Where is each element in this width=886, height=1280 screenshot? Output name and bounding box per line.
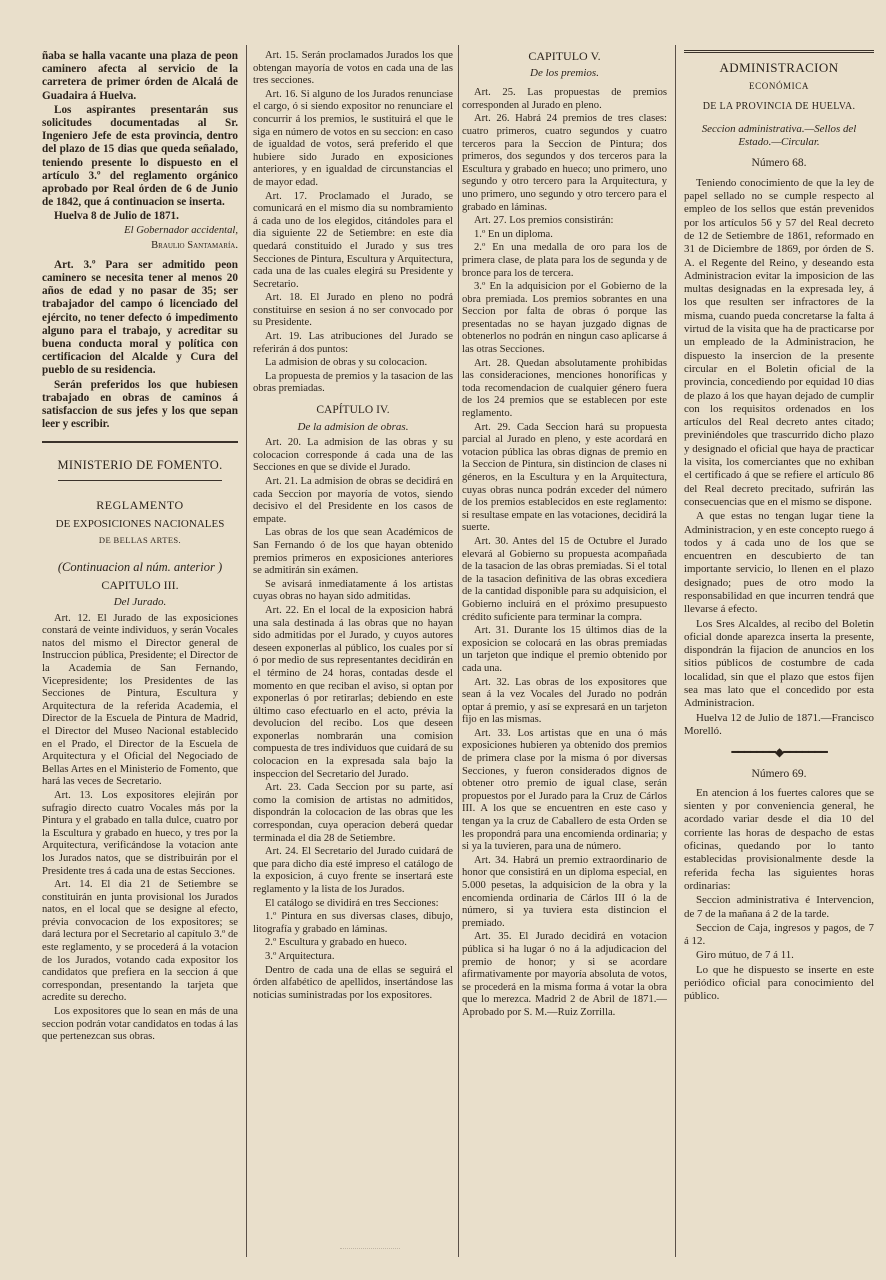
column-1 bbox=[42, 50, 238, 1275]
article-32: Art. 32. Las obras de los expositores que sean á la vez Vocales del Jurado no podrán optar á premio, y así se expresará en un tarjeton fijo en las mismas. bbox=[462, 676, 667, 726]
chapter-heading: CAPITULO III. bbox=[101, 578, 179, 593]
article-28: Art. 28. Quedan absolutamente prohibidas las consideraciones, menciones honoríficas y toda recomendacion de cualquier género fuera de los 24 premios que se establecen por este reglamento. bbox=[462, 357, 667, 420]
section-heading: Del Jurado. bbox=[113, 596, 167, 609]
date-signature: Huelva 12 de Julio de 1871.—Francisco Morelló. bbox=[684, 711, 874, 737]
paragraph: Giro mútuo, de 7 á 11. bbox=[696, 949, 794, 962]
article-25: Art. 25. Las propuestas de premios corresponden al Jurado en pleno. bbox=[462, 87, 667, 111]
page-footer-mark bbox=[340, 1248, 400, 1257]
column-rule bbox=[675, 45, 676, 1257]
article-26: Art. 26. Habrá 24 premios de tres clases: cuatro primeros, cuatro segundos y cuatro terceros para la Seccion de Pintura; dos primeros, dos segundos y dos terceros para la Escultura y grabado en hueco; uno primero, uno segundo y otro tercero para la Arquitectura, y uno primero, uno segundo y otro tercero para el grabado en láminas. bbox=[462, 113, 667, 213]
article-17: Art. 17. Proclamado el Jurado, se comunicará en el mismo dia su nombramiento á cada uno de los elegidos, citándoles para el dia siguiente 22 de Setiembre: en este dia quedará constituido el Jurado y sus tres Secciones de Pintura, Escultura y Arquitectura, cada una de las cuales elegirá su Presidente y Secretario. bbox=[253, 190, 453, 290]
column-3 bbox=[462, 50, 667, 1275]
circular-body: Teniendo conocimiento de que la ley de papel sellado no se cumple respecto al empleo de los sellos que están prevenidos por los artículos 56 y 57 del Real decreto de 12 de Setiembre de 1861, reformado en 31 de Diciembre de 1869, por órden de S. A. el Regente del Reino, y deseando esta Administracion evitar la imposicion de las multas designadas en la expresada ley, á los que resulten ser infractores de la misma, cuando pueda concretarse la falta á virtud de la visita que ha de practicarse por un empleado de la Administracion, he dispuesto la insercion de la presente circular en el Boletin oficial de la provincia, concediendo por equidad 10 dias de plazo á los que hayan dejado de cumplir con los requisitos ordenados en los artículos del Real decreto antes citado; previniéndoles que trascurrido dicho plazo y designado el oficial que haya de practicar la visita, los comerciantes que no exhiban el certificado á que se refiere el artículo 86 del Real decreto precitado, sufrirán las consecuencias que en el mismo se dispone. bbox=[684, 176, 874, 508]
list-item: 3.º Arquitectura. bbox=[265, 950, 335, 962]
paragraph: Seccion de Caja, ingresos y pagos, de 7 á 12. bbox=[684, 921, 874, 948]
admin-subheading-2: DE LA PROVINCIA DE HUELVA. bbox=[702, 100, 856, 112]
admin-subheading: ECONÓMICA bbox=[749, 81, 809, 92]
vacancy-notice: ñaba se halla vacante una plaza de peon caminero afecta al servicio de la carretera de primer órden de Alcalá de Guadaira á Huelva. bbox=[42, 50, 238, 102]
short-divider bbox=[58, 480, 222, 481]
article-33: Art. 33. Los artistas que en una ó más exposiciones hubieren ya obtenido dos premios de primera clase por la misma ó por diversas Secciones, y fueron considerados dignos de obtener otro premio de igual clase, serán propuestos por el Jurado para la Cruz de Cárlos III. A los que se encuentren en este caso y tengan ya la cruz de Caballero de esta Orden se les propondrá para una encomienda ordinaria; y si ya la tuvieren, para una de número. bbox=[462, 727, 667, 853]
article-29: Art. 29. Cada Seccion hará su propuesta parcial al Jurado en pleno, y este acordará en votacion pública las obras dignas de premio en la Seccion de Pintura, sin distincion de clases ni géneros, en la Escultura y en la Arquitectura, cuyas obras nunca podrán exceder del número de los premios establecidos en este reglamento: si resultase empate en las votaciones, decidirá la suerte. bbox=[462, 421, 667, 534]
column-rule bbox=[458, 45, 459, 1257]
article-14: Art. 14. El dia 21 de Setiembre se constituirán en junta provisional los Jurados natos, en el local que se designe al efecto, prévia convocacion de los expositores; se dará lectura por el Secretario al capítulo 3.º de este reglamento, y se procederá á la votacion de los Jurados, votando cada expositor los candidatos que prefiera en la seccion á que correspondan, presentando la tarjeta que acredite su derecho. bbox=[42, 879, 238, 1004]
paragraph: Dentro de cada una de ellas se seguirá el órden alfabético de apellidos, insertándose las noticias suministradas por los expositores. bbox=[253, 964, 453, 1001]
signature-name: Braulio Santamaría. bbox=[151, 240, 238, 252]
applicants-notice: Los aspirantes presentarán sus solicitudes documentadas al Sr. Ingeniero Jefe de esta provincia, dentro del plazo de 15 dias que queda señalado, teniendo presente lo dispuesto en el artículo 3.º del reglamento orgánico aprobado por Real órden de 6 de Junio de 1842, que á continuacion se inserta. bbox=[42, 103, 238, 209]
list-item: 1.º En un diploma. bbox=[474, 228, 553, 240]
article-13: Art. 13. Los expositores elejirán por sufragio directo cuatro Vocales más por la Pintura y el grabado en talla dulce, cuatro por la Escultura y grabado en hueco, y tres por la Arquitectura, verificándose la votacion ante los Jurados natos, que se distribuirán por el Presidente tres á cada una de estas Secciones. bbox=[42, 789, 238, 877]
column-2 bbox=[253, 50, 453, 1275]
section-divider bbox=[42, 441, 238, 443]
article-31: Art. 31. Durante los 15 últimos dias de la exposicion se colocará en las obras premiadas un tarjeton que indique el premio obtenido por cada una. bbox=[462, 625, 667, 674]
section-note: Seccion administrativa.—Sellos del Estado.—Circular. bbox=[701, 122, 857, 149]
paragraph: Lo que he dispuesto se inserte en este periódico oficial para conocimiento del público. bbox=[684, 963, 874, 1003]
article-30: Art. 30. Antes del 15 de Octubre el Jurado elevará al Gobierno su propuesta acompañada de la tasacion de las obras premiadas. Si el total de la tasacion definitiva de las obras excediera de la cantidad disponible para su adquisicion, el Gobierno incluirá en el próximo presupuesto crédito suficiente para terminar la compra. bbox=[462, 535, 667, 623]
paragraph: En atencion á los fuertes calores que se sienten y por conveniencia general, he acordado variar desde el dia 10 del corriente las horas de despacho de estas oficinas, quedando por lo tanto establecidas provisionalmente desde la referida fecha las siguientes horas ordinarias: bbox=[684, 786, 874, 892]
section-heading: De los premios. bbox=[530, 66, 599, 79]
paragraph: La admision de obras y su colocacion. bbox=[265, 357, 428, 369]
paragraph: Seccion administrativa é Intervencion, de 7 de la mañana á 2 de la tarde. bbox=[684, 894, 874, 920]
section-heading: De la admision de obras. bbox=[297, 420, 409, 433]
number-heading: Número 68. bbox=[751, 157, 807, 170]
column-rule bbox=[246, 45, 247, 1257]
reglamento-title: REGLAMENTO bbox=[96, 498, 184, 513]
ministry-heading: MINISTERIO DE FOMENTO. bbox=[57, 458, 223, 473]
list-item: 3.º En la adquisicion por el Gobierno de la obra premiada. Los premios sobrantes en una Seccion por falta de obras ó porque las presentadas no se hayan juzgado dignas de obtenerlos no podrán en ningun caso aplicarse á las otras Secciones. bbox=[462, 281, 667, 356]
article-27: Art. 27. Los premios consistirán: bbox=[474, 215, 614, 227]
list-item: 2.º Escultura y grabado en hueco. bbox=[265, 937, 407, 949]
paragraph: Los Sres Alcaldes, al recibo del Boletin oficial donde aparezca inserta la presente, dispondrán la fijacion de anuncios en los sitios públicos de costumbre de cada localidad, sin que el plazo que estos fijen sea mas lato que el concedido por esta Administracion. bbox=[684, 617, 874, 710]
article-15: Art. 15. Serán proclamados Jurados los que obtengan mayoría de votos en cada una de las tres secciones. bbox=[253, 50, 453, 87]
article-23: Art. 23. Cada Seccion por su parte, así como la comision de artistas no admitidos, dispondrán la colocacion de las obras que les correspondan, cuya operacion deberá quedar terminada el dia 28 de Setiembre. bbox=[253, 782, 453, 844]
reglamento-subtitle: DE EXPOSICIONES NACIONALES bbox=[55, 517, 225, 530]
chapter-heading: CAPÍTULO IV. bbox=[316, 404, 390, 417]
list-item: 2.º En una medalla de oro para los de primera clase, de plata para los de segunda y de bronce para los de tercera. bbox=[462, 242, 667, 279]
number-heading: Número 69. bbox=[751, 767, 807, 780]
article-34: Art. 34. Habrá un premio extraordinario de honor que consistirá en un diploma especial, en 5.000 pesetas, la adquisicion de la obra y la encomienda ordinaria de Cárlos III ó la de número, si ya tuviera esta distincion el premiado. bbox=[462, 854, 667, 929]
ornamental-divider: ━━━━━━━◆━━━━━━━ bbox=[731, 745, 827, 760]
paragraph: El catálogo se dividirá en tres Secciones: bbox=[265, 897, 439, 909]
header-rule bbox=[684, 50, 874, 53]
continuation-note: (Continuacion al núm. anterior ) bbox=[57, 559, 223, 574]
list-item: 1.º Pintura en sus diversas clases, dibujo, litografía y grabado en láminas. bbox=[253, 911, 453, 935]
article-22: Art. 22. En el local de la exposicion habrá una sala destinada á las obras que no hayan sido admitidas por el Jurado, y cuyos autores deseen exponerlas al público, los cuales por sí ó por medio de sus representantes decidirán en el término de 24 horas, contadas desde el momento en que reciban el aviso, si optan por exponerlas ó por retirarlas; debiendo en este último caso efectuarlo en el acto, prévia la devolucion del recibo. Los que deseen exponerlas nombrarán una comision compuesta de tres individuos que cuidará de su colocacion en la expresada sala bajo la inspeccion del Secretario del Jurado. bbox=[253, 604, 453, 780]
admin-heading: ADMINISTRACION bbox=[719, 60, 839, 75]
signature-title: El Gobernador accidental, bbox=[124, 224, 238, 236]
chapter-heading: CAPITULO V. bbox=[528, 50, 601, 63]
date-line: Huelva 8 de Julio de 1871. bbox=[54, 210, 179, 223]
paragraph: La propuesta de premios y la tasacion de las obras premiadas. bbox=[253, 370, 453, 395]
article-24: Art. 24. El Secretario del Jurado cuidará de que para dicho dia esté impreso el catálogo de la exposicion, á cuyo frente se insertará este reglamento y la lista de los Jurados. bbox=[253, 846, 453, 895]
paragraph: Se avisará inmediatamente á los artistas cuyas obras no hayan sido admitidas. bbox=[253, 578, 453, 603]
article-16: Art. 16. Si alguno de los Jurados renunciase el cargo, ó si siendo expositor no renunciare el concurrir á los premios, le sustituirá el que le siga en número de votos en su seccion: en caso de igualdad de votos, será preferido el que hubiere sido Jurado en exposiciones anteriores, y en igualdad de circunstancias el de mayor edad. bbox=[253, 88, 453, 188]
article-20: Art. 20. La admision de las obras y su colocacion corresponde á cada una de las Secciones en que se divide el Jurado. bbox=[253, 437, 453, 474]
preference-notice: Serán preferidos los que hubiesen trabajado en obras de caminos á satisfaccion de sus jefes y los que sepan leer y escribir. bbox=[42, 378, 238, 431]
article-18: Art. 18. El Jurado en pleno no podrá constituirse en sesion á no ser convocado por su Presidente. bbox=[253, 292, 453, 329]
article-35: Art. 35. El Jurado decidirá en votacion pública si ha lugar ó no á la adjudicacion del premio de honor; y si se acordare afirmativamente por mayoría absoluta de votos, se procederá en la misma forma á votar la obra que lo merezca. Madrid 2 de Abril de 1871.—Aprobado por S. M.—Ruiz Zorrilla. bbox=[462, 931, 667, 1018]
article-3: Art. 3.º Para ser admitido peon caminero se necesita tener al menos 20 años de edad y no pasar de 35; ser trabajador del campo ó licenciado del ejército, no tener defecto ó impedimento alguno para el trabajo, y acreditar su buena conducta moral y política con certificacion del Alcalde y Cura del pueblo de su residencia. bbox=[42, 258, 238, 377]
paragraph: A que estas no tengan lugar tiene la Administracion, y en este concepto ruego á todos y á cada uno de los que se encuentren en descubierto de tan importante servicio, lo llenen en el plazo designado; pues de otro modo la responsabilidad en que incurren tendrá que llevarse á efecto. bbox=[684, 510, 874, 616]
paragraph: Las obras de los que sean Académicos de San Fernando ó de los que hayan obtenido premios primeros en exposiciones anteriores se admitirán sin exámen. bbox=[253, 527, 453, 577]
paragraph: Los expositores que lo sean en más de una seccion podrán votar candidatos en todas á las que pertenezcan sus obras. bbox=[42, 1006, 238, 1043]
article-19: Art. 19. Las atribuciones del Jurado se referirán á dos puntos: bbox=[253, 331, 453, 355]
reglamento-subtitle-2: DE BELLAS ARTES. bbox=[98, 535, 182, 546]
article-21: Art. 21. La admision de obras se decidirá en cada Seccion por mayoría de votos, siendo decisivo el del Presidente en los casos de empate. bbox=[253, 476, 453, 525]
article-12: Art. 12. El Jurado de las exposiciones constará de veinte individuos, y serán Vocales natos del mismo el Director general de Instruccion pública, Presidente; el Director de la Academia de San Fernando, Vicepresidente; los Presidentes de las Secciones de Pintura, Escultura y Arquitectura de la referida Academia, el Director de la Escuela de Pintura de Madrid, el Director del Museo Nacional establecido en el Prado, el Director de la Escuela de Arquitectura y el Oficial del Negociado de Bellas Artes en el Ministerio de Fomento, que hará las veces de Secretario. bbox=[42, 612, 238, 788]
column-4 bbox=[684, 50, 874, 1275]
